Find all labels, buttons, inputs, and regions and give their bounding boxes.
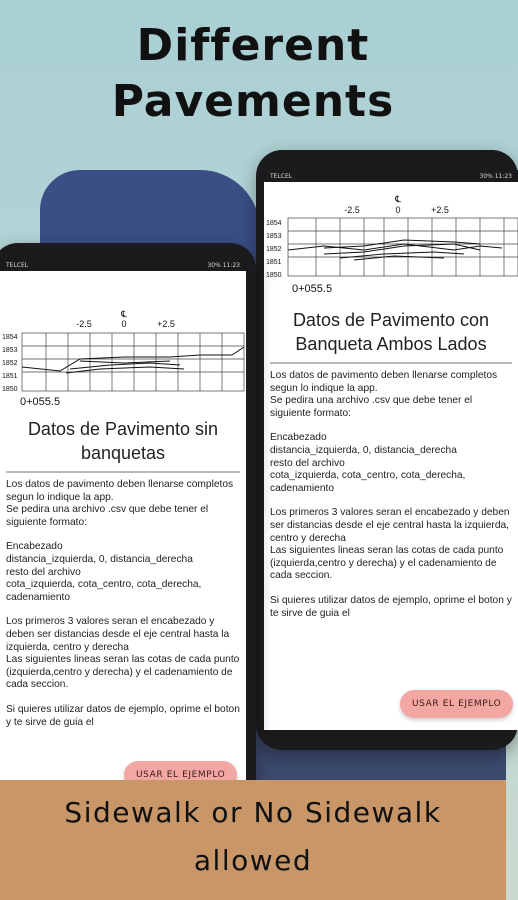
instructions-text (0, 473, 246, 729)
y-tick-label: 1854 (266, 220, 282, 227)
instruction-paragraph: Si quieres utilizar datos de ejemplo, oprime el boton y te sirve de guia el (6, 703, 240, 728)
x-tick-label: +2.5 (431, 205, 449, 215)
caption-line-2: allowed (193, 844, 313, 877)
centerline-symbol: ℄ (121, 309, 127, 319)
y-tick-label: 1854 (2, 334, 18, 341)
carrier-label: TELCEL (270, 172, 293, 180)
x-tick-label: +2.5 (157, 319, 175, 329)
instructions-text (264, 364, 518, 620)
status-bar (264, 170, 518, 182)
centerline-symbol: ℄ (395, 194, 401, 204)
y-tick-label: 1851 (2, 373, 18, 380)
instruction-paragraph: Encabezado distancia_izquierda, 0, distancia_derecha resto del archivo cota_izquierda, cota_centro, cota_derecha, cadenamiento (6, 541, 202, 603)
chart-grid (22, 333, 244, 391)
status-bar (0, 259, 246, 271)
screen-title: Datos de Pavimento sin banquetas (6, 407, 240, 473)
phone-left-screen (0, 259, 246, 803)
instruction-paragraph: Los primeros 3 valores seran el encabezado y deben ser distancias desde el eje central hasta la izquierda, centro y derecha Las siguientes lineas seran las cotas de cada punto (izquierda,centro y derecha) y el cadenamiento de cada seccion. (6, 616, 240, 691)
instruction-paragraph: Si quieres utilizar datos de ejemplo, oprime el boton y te sirve de guia el (270, 594, 512, 619)
use-example-button[interactable]: USAR EL EJEMPLO (400, 690, 513, 718)
y-tick-label: 1850 (266, 272, 282, 279)
pavement-lines (22, 347, 244, 373)
x-tick-label: 0 (121, 319, 127, 329)
station-label: 0+055.5 (20, 396, 61, 408)
cross-section-chart (0, 277, 246, 407)
y-tick-label: 1850 (2, 386, 18, 393)
x-tick-label: 0 (395, 205, 401, 215)
y-tick-label: 1853 (266, 233, 282, 240)
y-tick-label: 1851 (266, 259, 282, 266)
instruction-paragraph: Los datos de pavimento deben llenarse completos segun lo indique la app. Se pedira una archivo .csv que debe tener el siguiente formato: (6, 479, 234, 528)
use-example-button[interactable]: USAR EL EJEMPLO (124, 761, 237, 789)
cross-section-chart (264, 188, 518, 308)
carrier-label: TELCEL (6, 261, 29, 269)
battery-time: 30% 11:23 (207, 261, 240, 269)
headline (0, 18, 506, 130)
x-tick-label: -2.5 (344, 205, 360, 215)
x-tick-label: -2.5 (76, 319, 92, 329)
caption-line-1: Sidewalk or No Sidewalk (64, 796, 442, 829)
phone-left (0, 243, 256, 803)
pavement-line (80, 361, 170, 363)
instruction-paragraph: Encabezado distancia_izquierda, 0, distancia_derecha resto del archivo cota_izquierda, cota_centro, cota_derecha, cadenamiento (270, 432, 466, 494)
chart-grid (288, 218, 518, 276)
battery-time: 30% 11:23 (479, 172, 512, 180)
screen-title: Datos de Pavimento con Banqueta Ambos Lados (270, 308, 512, 364)
pavement-line (354, 256, 444, 260)
instruction-paragraph: Los primeros 3 valores seran el encabezado y deben ser distancias desde el eje central hasta la izquierda, centro y derecha Las siguientes lineas seran las cotas de cada punto (izquierda,centro y derecha) y el cadenamiento de cada seccion. (270, 507, 510, 582)
y-tick-label: 1852 (266, 246, 282, 253)
phone-right-screen (264, 170, 518, 730)
y-tick-label: 1852 (2, 360, 18, 367)
y-tick-label: 1853 (2, 347, 18, 354)
instruction-paragraph: Los datos de pavimento deben llenarse completos segun lo indique la app. Se pedira una archivo .csv que debe tener el siguiente formato: (270, 370, 498, 419)
headline-line-1: Different (136, 20, 370, 71)
pavement-line (324, 244, 480, 254)
caption-footer (0, 780, 506, 900)
headline-line-2: Pavements (111, 76, 395, 127)
station-label: 0+055.5 (292, 283, 333, 295)
phone-right (256, 150, 518, 750)
